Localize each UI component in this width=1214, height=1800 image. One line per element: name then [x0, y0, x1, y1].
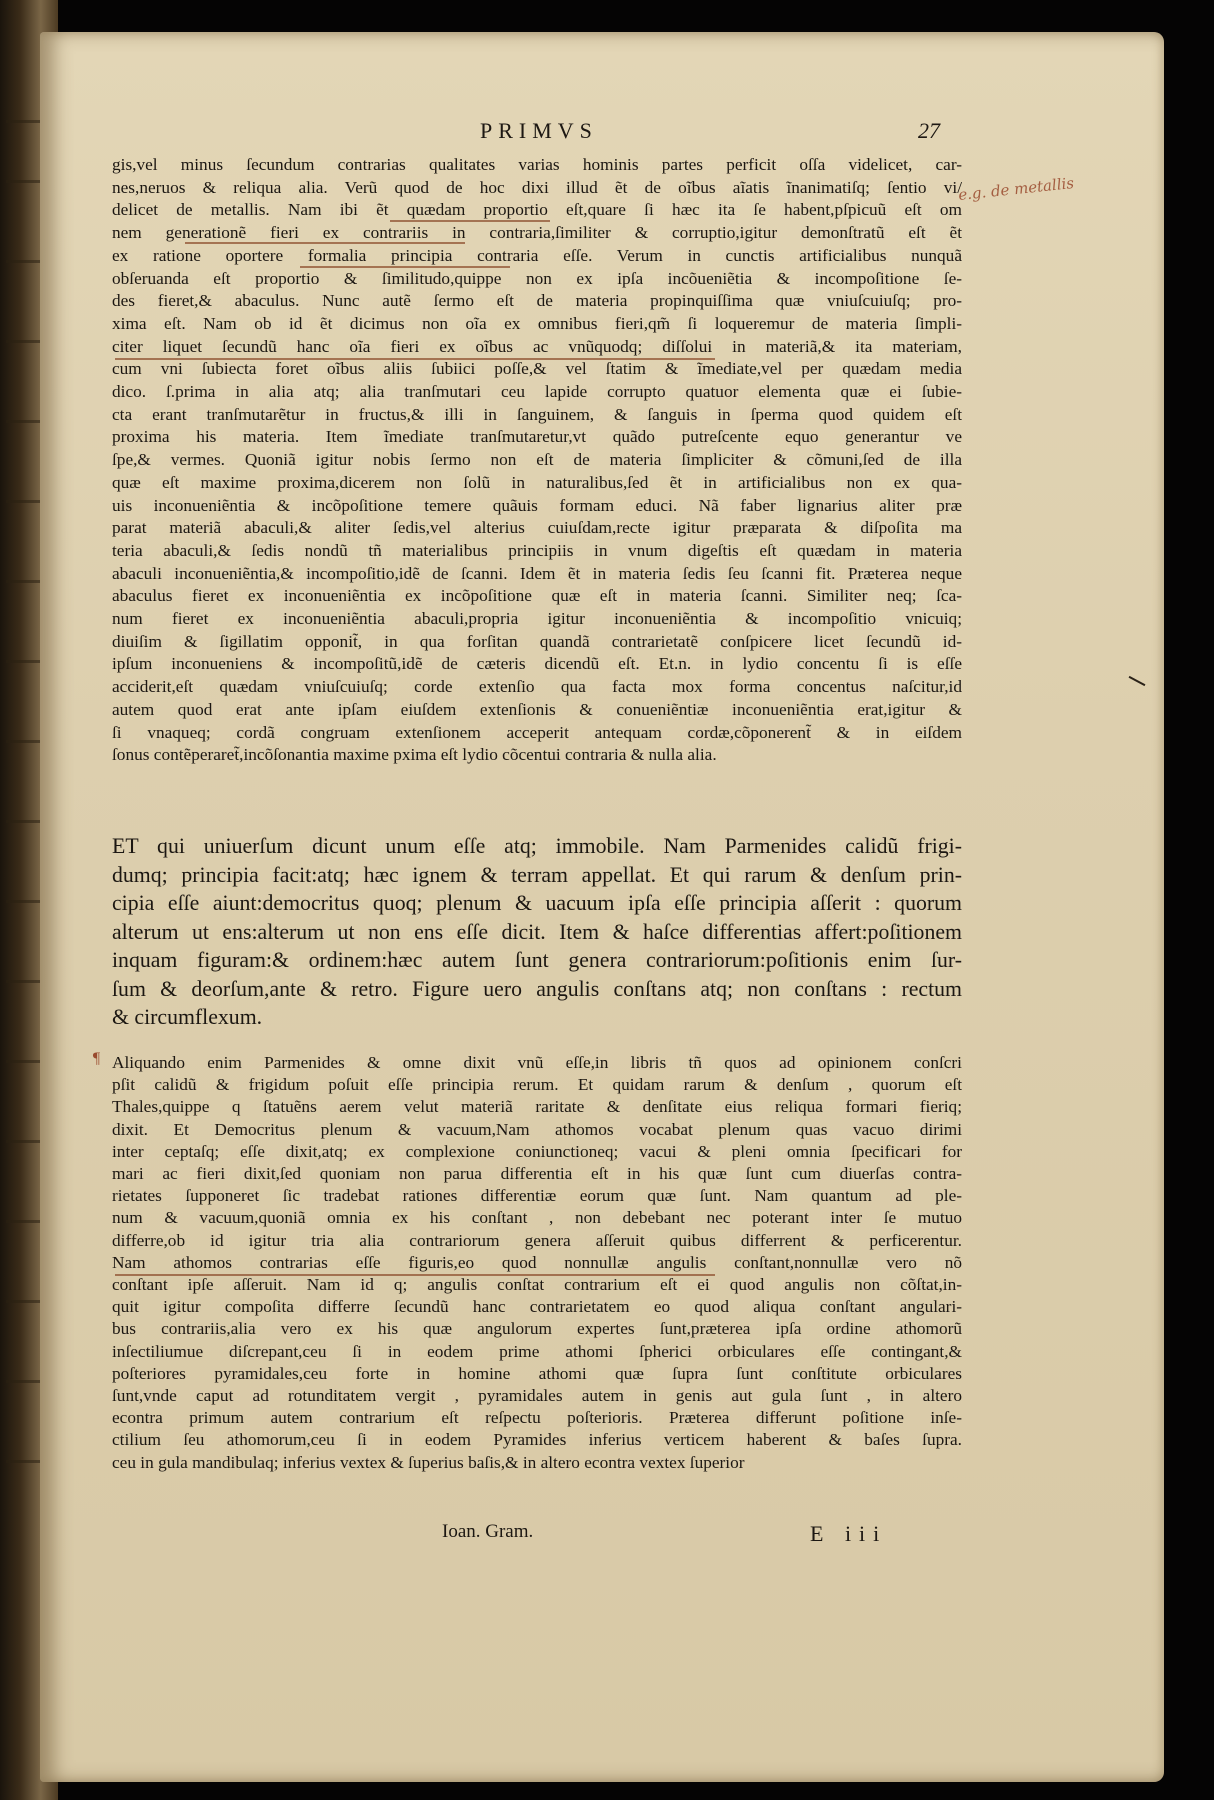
text-line: gis,vel minus ſecundum contrarias qualitates varias hominis partes perficit oſſa videlicet, car- — [112, 155, 962, 174]
handwritten-marginal-note: e.g. de metallis — [957, 173, 1075, 205]
text-line: delicet de metallis. Nam ibi ẽt quædam proportio eſt,quare ſi hæc ita ſe habent,pſpicuũ eſt om — [112, 200, 962, 220]
text-line: & circumflexum. — [112, 1005, 263, 1029]
running-head: PRIMVS — [480, 118, 598, 143]
text-line: diuiſim & ſigillatim opponit̃, in qua forſitan quandã contrarietatẽ conſpicere licet ſecundũ id- — [112, 631, 962, 651]
text-line: quit igitur compoſita differre ſecundũ hanc contrarietatem eo quod aliqua conſtant angulari- — [112, 1297, 962, 1317]
ink-underline — [390, 220, 550, 222]
text-line: ſum & deorſum,ante & retro. Figure uero angulis conſtans atq; non conſtans : rectum — [112, 976, 962, 1001]
text-line: dumq; principia facit:atq; hæc ignem & terram appellat. Et qui rarum & denſum prin- — [112, 862, 962, 887]
text-line: ſonus contẽperaret̃,incõſonantia maxime pxima eſt lydio cõcentui contraria & nulla alia. — [112, 745, 717, 765]
text-line: citer liquet ſecundũ hanc oĩa fieri ex oĩbus ac vnũquodq; diſſolui in materiã,& ita materiam, — [112, 336, 962, 356]
text-line: cum vni ſubiecta foret oĩbus aliis ſubiici poſſe,& vel ſtatim & ĩmediate,vel per quædam media — [112, 359, 962, 379]
text-line: ctilium ſeu athomorum,ceu ſi in eodem Pyramides inferius verticem haberent & baſes ſupra. — [112, 1430, 962, 1450]
text-line: num fieret ex inconueniẽntia abaculi,propria igitur inconueniẽntia & incompoſitio vnicuiq; — [112, 609, 962, 629]
text-line: dico. ſ.prima in alia atq; alia tranſmutari ceu lapide corrupto quatuor elementa quæ ei ſubie- — [112, 382, 962, 402]
ink-underline — [115, 358, 715, 360]
text-line: pſit calidũ & frigidum poſuit eſſe principia rerum. Et quidam rarum & denſum , quorum eſt — [112, 1075, 962, 1095]
folio-number: 27 — [918, 118, 940, 143]
text-line: inquam figuram:& ordinem:hæc autem ſunt genera contrariorum:poſitionis enim ſur- — [112, 948, 962, 972]
text-line: parat materiã abaculi,& aliter ſedis,vel alterius cuiuſdam,recte igitur præparata & diſpoſita ma — [112, 518, 962, 538]
text-line: proxima his materia. Item ĩmediate tranſmutaretur,vt quãdo putreſcente equo generantur ve — [112, 427, 962, 447]
text-line: ipſum inconueniens & incompoſitũ,idẽ de cæteris dicendũ eſt. Et.n. in lydio concentu ſi is eſſe — [112, 654, 962, 674]
text-line: poſteriores pyramidales,ceu forte in homine athomi quæ ſupra ſunt conſtitute orbiculares — [112, 1363, 962, 1383]
text-line: teria abaculi,& ſedis nondũ tñ materialibus principiis in vnum digeſtis eſt quædam in materia — [112, 540, 962, 560]
ink-underline — [185, 242, 465, 244]
text-line: uis inconueniẽntia & incõpoſitione temere quãuis formam educi. Nã faber lignarius aliter præ — [112, 495, 962, 515]
text-line: xima eſt. Nam ob id ẽt dicimus non oĩa ex omnibus fieri,qm̃ ſi loqueremur de materia ſimpli- — [112, 313, 962, 333]
text-line: ſunt,vnde caput ad rotunditatem vergit , pyramidales autem in genis aut gula ſunt , in altero — [112, 1386, 962, 1406]
text-line: ceu in gula mandibulaq; inferius vextex & ſuperius baſis,& in altero econtra vextex ſuperior — [112, 1452, 745, 1472]
commentary-block-1 — [112, 154, 962, 767]
text-line: autem quod erat ante ipſam eiuſdem extenſionis & conueniẽntiæ inconueniẽntia erat,igitur & — [112, 699, 962, 719]
text-line: obſeruanda eſt proportio & ſimilitudo,quippe non ex ipſa incõueniẽtia & incompoſitione ſe- — [112, 268, 962, 288]
text-line: ſi vnaqueq; cordã congruam extenſionem acceperit antequam cordæ,cõponerent̃ & in eiſdem — [112, 722, 962, 742]
text-line: differre,ob id igitur tria alia contrariorum genera aſſeruit quibus differrent & perficerentur. — [112, 1230, 962, 1250]
text-line: ET qui uniuerſum dicunt unum eſſe atq; immobile. Nam Parmenides calidũ frigi- — [112, 834, 962, 858]
text-line: alterum ut ens:alterum ut non ens eſſe dicit. Item & haſce differentias affert:poſitionem — [112, 919, 962, 944]
text-line: inter ceptaſq; eſſe dixit,atq; ex complexione coniunctioneq; vacui & pleni omnia ſpecificari for — [112, 1141, 962, 1161]
aristotle-text-block — [112, 832, 962, 1032]
text-line: num & vacuum,quoniã omnia ex his conſtant , non debebant nec poterant inter ſe mutuo — [112, 1208, 962, 1228]
text-line: abaculi inconueniẽntia,& incompoſitio,idẽ de ſcanni. Idem ẽt in materia ſedis ſeu ſcanni fit. Præterea neque — [112, 563, 962, 583]
paragraph-mark: ¶ — [92, 1050, 101, 1067]
gathering-signature: E iii — [810, 1521, 888, 1546]
ink-underline — [300, 266, 510, 268]
text-line: mari ac fieri dixit,ſed quoniam non parua differentia eſt in his quæ ſunt cum diuerſas contra- — [112, 1164, 962, 1184]
text-line: Thales,quippe q ſtatuẽns aerem velut materiã raritate & denſitate eius reliqua formari fieriq; — [112, 1097, 962, 1117]
text-line: Nam athomos contrarias eſſe figuris,eo quod nonnullæ angulis conſtant,nonnullæ vero nõ — [112, 1252, 962, 1272]
ink-underline — [115, 1274, 715, 1276]
text-line: econtra primum autem contrarium eſt reſpectu poſterioris. Præterea differunt poſitione inſe- — [112, 1408, 962, 1428]
text-line: conſtant ipſe aſſeruit. Nam id q; angulis conſtat contrarium eſt ei quod angulis non cõſtat,in- — [112, 1275, 962, 1295]
text-line: bus contrariis,alia vero ex his quæ angulorum expertes ſunt,præterea ipſa ordine athomorũ — [112, 1319, 962, 1339]
text-line: nem generationẽ fieri ex contrariis in contraria,ſimiliter & corruptio,igitur demonſtratũ eſt ẽt — [112, 223, 962, 243]
text-line: des fieret,& abaculus. Nunc autẽ ſermo eſt de materia propinquiſſima quæ vniuſcuiuſq; pro- — [112, 291, 962, 311]
text-line: Aliquando enim Parmenides & omne dixit vnũ eſſe,in libris tñ quos ad opinionem conſcri — [112, 1053, 962, 1072]
text-line: quæ eſt maxime proxima,dicerem non ſolũ in naturalibus,ſed ẽt in artificialibus non ex qua- — [112, 472, 962, 492]
text-line: ex ratione oportere formalia principia contraria eſſe. Verum in cunctis artificialibus nunquã — [112, 245, 962, 265]
page-footer — [0, 1521, 1214, 1547]
text-line: cipia eſſe aiunt:democritus quoq; plenum & uacuum ipſa eſſe principia aſſerit : quorum — [112, 891, 962, 915]
page-header — [480, 118, 940, 148]
text-line: rietates ſupponeret ſic tradebat rationes differentiæ eorum quæ ſunt. Nam quantum ad ple- — [112, 1186, 962, 1206]
text-line: abaculus fieret ex inconueniẽntia ex incõpoſitione quæ eſt in materia ſcanni. Similiter neq; ſca- — [112, 586, 962, 606]
commentary-block-2 — [112, 1052, 962, 1474]
text-line: inſectiliumue diſcrepant,ceu ſi in eodem prime athomi ſpherici orbiculares eſſe contingant,& — [112, 1341, 962, 1361]
text-line: acciderit,eſt quædam vniuſcuiuſq; corde extenſio qua facta mox forma concentus naſcitur,id — [112, 677, 962, 697]
text-line: ſpe,& vermes. Quoniã igitur nobis ſermo non eſt de materia ſimpliciter & cõmuni,ſed de illa — [112, 450, 962, 470]
text-line: nes,neruos & reliqua alia. Verũ quod de hoc dixi illud ẽt de oĩbus aĩatis ĩnanimatiſq; ſentio vi/ — [112, 177, 962, 197]
text-line: dixit. Et Democritus plenum & vacuum,Nam athomos vocabat plenum quas vacuo dirimi — [112, 1119, 962, 1139]
signature-mark: Ioan. Gram. — [442, 1521, 534, 1542]
text-line: cta erant tranſmutarẽtur in fructus,& illi in ſanguinem, & ſanguis in ſperma quod quidem eſt — [112, 404, 962, 424]
